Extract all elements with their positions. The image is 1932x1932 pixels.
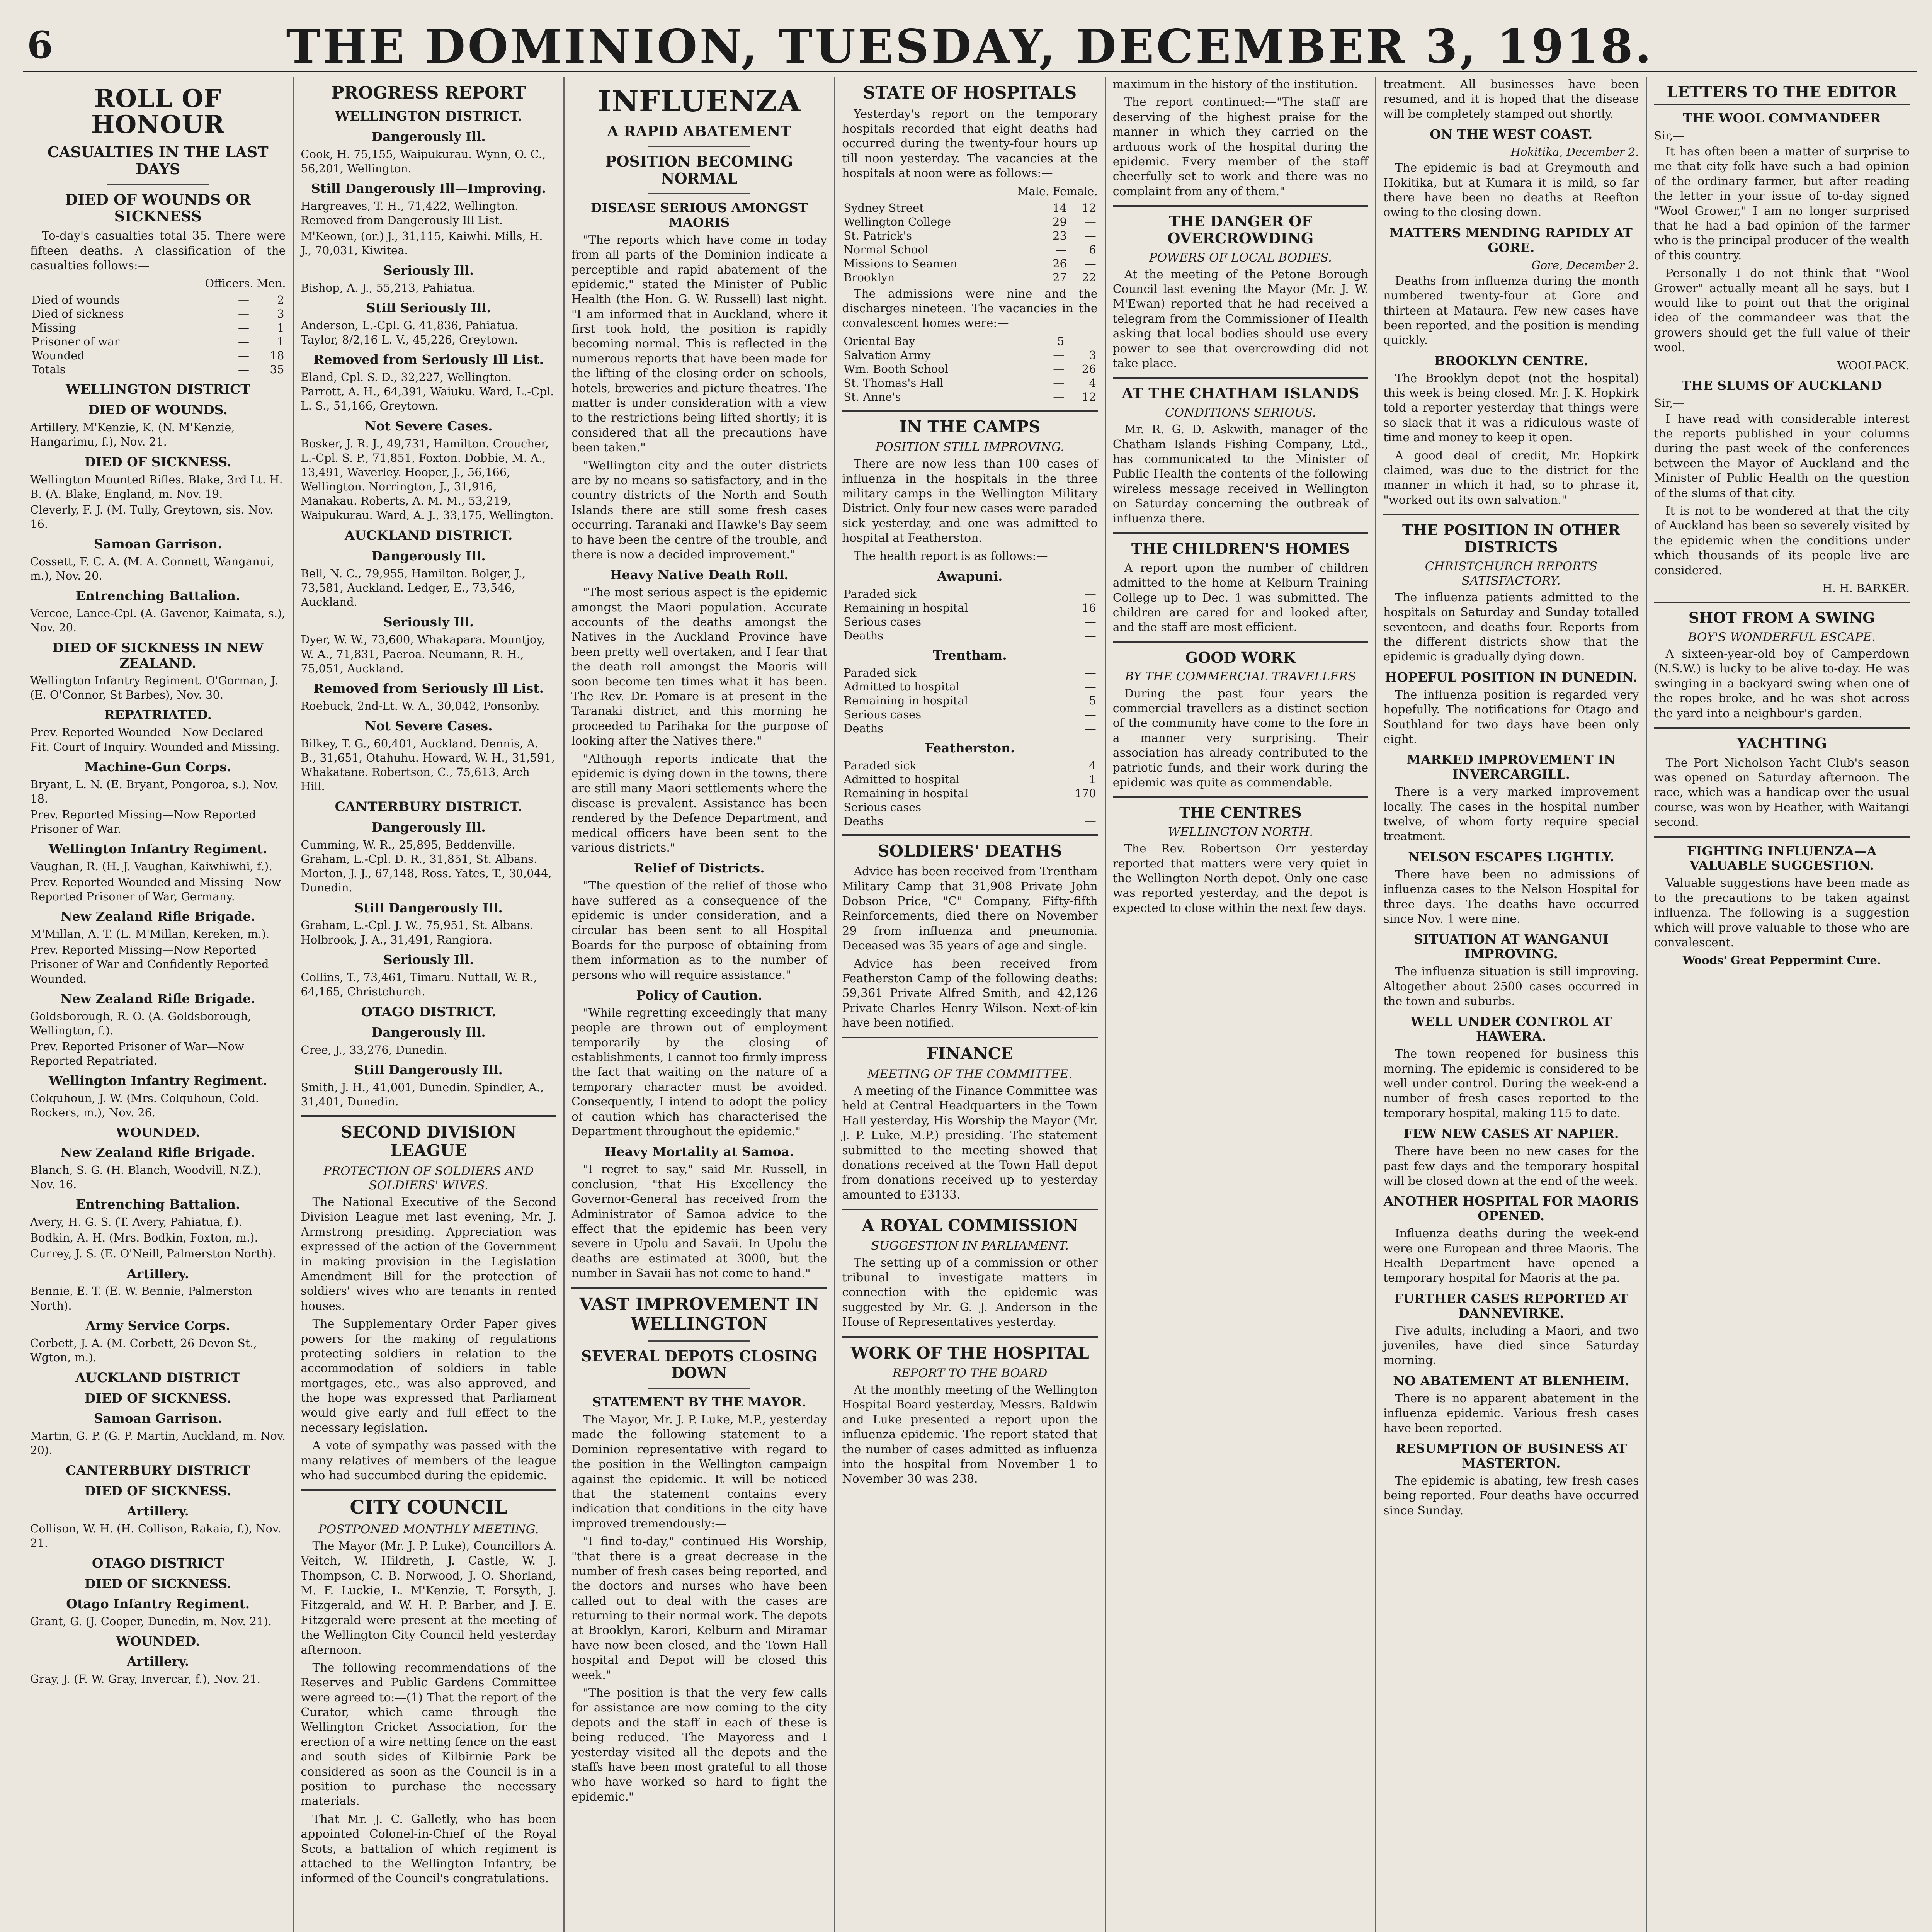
article-text: It is not to be wondered at that the city of Auckland has been so severely visited by the epidemic when the conditions under which thousands of its people live are considered. [1654, 504, 1910, 577]
headline-city-council: CITY COUNCIL [350, 1497, 507, 1519]
article-text: The Supplementary Order Paper gives powers for the making of regulations protecting soldiers in relation to the accommodation of soldiers in table mortgages, etc., was also approved, and the hope was expressed that Parliament would give early and full effect to the necessary legislation. [301, 1317, 556, 1435]
section-heading: Not Severe Cases. [364, 418, 493, 434]
salutation: Sir,— [1654, 396, 1684, 410]
subhead: A RAPID ABATEMENT [607, 122, 791, 140]
table-row: Remaining in hospital 5 [844, 694, 1096, 707]
article-text: The epidemic is abating, few fresh cases being reported. Four deaths have occurred since Sunday. [1383, 1474, 1639, 1517]
patient-entry: Cumming, W. R., 25,895, Beddenville. Graham, L.-Cpl. D. R., 31,851, St. Albans. Morton, J. J., 67,148, Ross. Yates, T., 30,044, Dunedin. [301, 838, 552, 895]
district-heading: DIED OF SICKNESS IN NEW ZEALAND. [52, 640, 264, 672]
column-state-of-hospitals [835, 77, 1105, 1932]
article-text: "I find to-day," continued His Worship, "that there is a great decrease in the number of fresh cases being reported, and the doctors and nurses who have been called out to deal with the cases are returning to their normal work. The depots at Brooklyn, Karori, Kelburn and Miramar have now been closed, and the Town Hall hospital and Depot will be closed this week." [571, 1535, 827, 1682]
table-row: St. Patrick's 23 — [844, 229, 1096, 242]
patient-entry: Bilkey, T. G., 60,401, Auckland. Dennis, A. B., 31,651, Otahuhu. Howard, W. H., 31,591, Whakatane. Robertson, C., 75,613, Arch Hill. [301, 736, 555, 793]
article-text: A good deal of credit, Mr. Hopkirk claimed, was due to the district for the manner in which it had, so to phrase it, "worked out its own salvation." [1383, 449, 1639, 507]
table-row: Serious cases — [844, 707, 1096, 721]
divider [571, 1287, 827, 1289]
section-heading: Machine-Gun Corps. [84, 759, 231, 774]
divider [301, 1489, 556, 1491]
casualty-entry: Wellington Mounted Rifles. Blake, 3rd Lt. H. B. (A. Blake, England, m. Nov. 19. [30, 473, 283, 500]
casualty-entry: Wellington Infantry Regiment. O'Gorman, J. (E. O'Connor, St Barbes), Nov. 30. [30, 674, 278, 702]
article-text: To-day's casualties total 35. There were fifteen deaths. A classification of the casualties follows:— [30, 229, 286, 272]
section-heading: Policy of Caution. [636, 987, 762, 1003]
section-heading: FIGHTING INFLUENZA—A VALUABLE SUGGESTION. [1687, 843, 1877, 873]
page-number: 6 [27, 23, 53, 67]
casualty-entry: Colquhoun, J. W. (Mrs. Colquhoun, Cold. Rockers, m.), Nov. 26. [30, 1091, 259, 1119]
article-text: "Although reports indicate that the epidemic is dying down in the towns, there are still many Maori settlements where the disease is prevalent. Assistance has been rendered by the Defence Department, and medical officers have been sent to the various districts." [571, 752, 827, 855]
article-text: A report upon the number of children admitted to the home at Kelburn Training College up to Dec. 1 was submitted. The children are cared for and looked after, and the staff are most efficient. [1112, 561, 1369, 634]
table-row: Brooklyn 27 22 [844, 270, 1096, 284]
section-heading: DIED OF SICKNESS. [84, 454, 231, 469]
article-text: Personally I do not think that "Wool Grower" actually meant all he says, but I would like to point out that the original idea of the commandeer was that the growers should get the full value of their wool. [1654, 267, 1910, 355]
subhead: POSTPONED MONTHLY MEETING. [318, 1522, 539, 1536]
section-heading: New Zealand Rifle Brigade. [60, 909, 255, 924]
article-text: The epidemic is bad at Greymouth and Hokitika, but at Kumara it is mild, so far there have been no deaths at Reefton owing to the closing down. [1383, 161, 1639, 219]
section-heading: Still Seriously Ill. [366, 300, 491, 316]
article-text: The influenza situation is still improving. Altogether about 2500 cases occurred in the town and suburbs. [1383, 965, 1639, 1008]
divider [648, 1388, 750, 1389]
divider [842, 1037, 1097, 1038]
casualty-entry: Collison, W. H. (H. Collison, Rakaia, f.), Nov. 21. [30, 1522, 281, 1549]
article-text: The health report is as follows:— [854, 549, 1048, 563]
article-text: The Mayor (Mr. J. P. Luke), Councillors A. Veitch, W. Hildreth, J. Castle, W. J. Thompson, C. B. Norwood, J. O. Shorland, M. F. Luckie, L. M'Kenzie, T. Forsyth, J. Fitzgerald, and W. H. P. Barber, and J. E. Fitzgerald were present at the meeting of the Wellington City Council held yesterday afternoon. [301, 1539, 556, 1657]
divider [1654, 727, 1910, 729]
table-row: St. Anne's — 12 [844, 390, 1096, 403]
divider [648, 146, 750, 147]
section-heading: HOPEFUL POSITION IN DUNEDIN. [1385, 669, 1638, 685]
casualty-entry: Cleverly, F. J. (M. Tully, Greytown, sis. Nov. 16. [30, 503, 274, 531]
patient-entry: Bishop, A. J., 55,213, Pahiatua. [301, 281, 476, 295]
subhead: CONDITIONS SERIOUS. [1165, 406, 1316, 420]
casualty-entry: M'Millan, A. T. (L. M'Millan, Kereken, m.). [30, 927, 270, 941]
article-text: During the past four years the commercial travellers as a distinct section of the community have come to the fore in a manner very surprising. Their association has already contributed to the patriotic funds, and their work during the epidemic was quite as commendable. [1112, 687, 1369, 789]
section-heading: BROOKLYN CENTRE. [1434, 353, 1588, 368]
article-text: There have been no admissions of influenza cases to the Nelson Hospital for three days. The deaths have occurred since Nov. 1 were nine. [1383, 867, 1639, 926]
section-heading: Otago Infantry Regiment. [66, 1596, 250, 1611]
article-text: The setting up of a commission or other tribunal to investigate matters in connection with the epidemic was suggested by Mr. G. J. Anderson in the House of Representatives yesterday. [842, 1256, 1098, 1329]
section-heading: Removed from Seriously Ill List. [313, 680, 544, 696]
casualty-entry: Vercoe, Lance-Cpl. (A. Gavenor, Kaimata, s.), Nov. 20. [30, 607, 286, 634]
district-heading: WELLINGTON DISTRICT. [335, 108, 522, 124]
patient-entry: M'Keown, (or.) J., 31,115, Kaiwhi. Mills, H. J., 70,031, Kiwitea. [301, 229, 543, 257]
district-heading: AUCKLAND DISTRICT [75, 1370, 241, 1386]
article-text: That Mr. J. C. Galletly, who has been appointed Colonel-in-Chief of the Royal Scots, a battalion of which regiment is attached to the Wellington Infantry, be informed of the Council's congratulations. [301, 1812, 556, 1886]
casualty-entry: Bryant, L. N. (E. Bryant, Pongoroa, s.), Nov. 18. [30, 777, 279, 805]
divider [842, 1336, 1097, 1338]
article-text: Valuable suggestions have been made as to the precautions to be taken against influenza. The following is a suggestion which will prove valuable to those who are convalescent. [1654, 876, 1910, 949]
subhead: POSITION STILL IMPROVING. [875, 440, 1065, 454]
casualty-entry: Bodkin, A. H. (Mrs. Bodkin, Foxton, m.). [30, 1231, 258, 1245]
table-row: Admitted to hospital — [844, 680, 1096, 693]
casualty-entry: Prev. Reported Wounded—Now Declared Fit. Court of Inquiry. Wounded and Missing. [30, 726, 280, 753]
article-text: There are now less than 100 cases of influenza in the hospitals in the three military camps in the Wellington Military District. Only four new cases were paraded sick yesterday, and one was admitted to hospital at Featherston. [842, 457, 1098, 545]
camp-table-awapuni [842, 587, 1097, 643]
summary-header: Officers. Men. [205, 277, 286, 290]
article-text: The town reopened for business this morning. The epidemic is considered to be well under control. During the week-end a number of fresh cases reported to the temporary hospital, making 115 to date. [1383, 1047, 1639, 1120]
district-heading: CANTERBURY DISTRICT. [335, 799, 522, 815]
section-heading: NO ABATEMENT AT BLENHEIM. [1393, 1373, 1629, 1388]
article-text: There is a very marked improvement locally. The cases in the hospital number twelve, of whom forty require special treatment. [1383, 785, 1639, 844]
table-row: Admitted to hospital 1 [844, 772, 1096, 786]
section-heading: Army Service Corps. [85, 1318, 230, 1333]
camp-table-trentham [842, 666, 1097, 735]
patient-entry: Cree, J., 33,276, Dunedin. [301, 1043, 447, 1056]
divider [1113, 641, 1368, 643]
divider [842, 410, 1097, 412]
article-text: The admissions were nine and the discharges nineteen. The vacancies in the convalescent homes were:— [842, 287, 1098, 330]
column-other-districts [1376, 77, 1647, 1932]
subhead: CASUALTIES IN THE LAST DAYS [47, 143, 269, 178]
casualty-entry: Currey, J. S. (E. O'Neill, Palmerston North). [30, 1247, 276, 1260]
article-text: I have read with considerable interest the reports published in your columns during the past week of the conferences between the Mayor of Auckland and the Minister of Public Health on the question of the slums of that city. [1654, 412, 1910, 500]
article-text: "The reports which have come in today from all parts of the Dominion indicate a perceptible and rapid abatement of the epidemic," stated the Minister of Public Health (the Hon. G. W. Russell) last night. "I am informed that in Auckland, where it first took hold, the position is rapidly becoming normal. This is reflected in the numerous reports that have been made for the lifting of the closing order on schools, hotels, breweries and picture theatres. The matter is under consideration with a view to the restrictions being lifted shortly; it is considered that all the precautions have been taken." [571, 233, 827, 455]
headline-good-work: GOOD WORK [1185, 648, 1296, 666]
advertisement-line: Woods' Great Peppermint Cure. [1682, 954, 1881, 967]
column-hospital-continued [1106, 77, 1376, 1932]
article-text: "Wellington city and the outer districts are by no means so satisfactory, and in the country districts of the North and South Islands there are still some fresh cases occurring. Taranaki and Hawke's Bay seem to have been the centre of the trouble, and there is now a decided improvement." [571, 459, 827, 561]
section-heading: DIED OF SICKNESS. [84, 1576, 231, 1592]
article-text: Yesterday's report on the temporary hospitals recorded that eight deaths had occurred during the twenty-four hours up till noon yesterday. The vacancies at the hospitals at noon were as follows:— [842, 107, 1098, 180]
table-row: Paraded sick 4 [844, 759, 1096, 772]
casualty-entry: Vaughan, R. (H. J. Vaughan, Kaiwhiwhi, f.). [30, 859, 272, 873]
casualty-summary-table [30, 293, 286, 376]
table-row: Sydney Street 14 12 [844, 201, 1096, 214]
table-header: Male. Female. [1017, 184, 1098, 198]
divider [1654, 836, 1910, 838]
headline-overcrowding: THE DANGER OF OVERCROWDING [1167, 213, 1314, 247]
casualty-entry: Avery, H. G. S. (T. Avery, Pahiatua, f.). [30, 1215, 242, 1229]
subhead: SEVERAL DEPOTS CLOSING DOWN [581, 1347, 817, 1382]
columns [23, 77, 1917, 1932]
article-text: "The most serious aspect is the epidemic amongst the Maori population. Accurate accounts of the deaths amongst the Natives in the Auckland Province have been pretty well overtaken, and I fear that the death roll amongst the Maoris will soon become ten times what it has been. The Rev. Dr. Pomare is at present in the Taranaki district, and this morning he proceeded to Parihaka for the purpose of looking after the Natives there." [571, 586, 827, 748]
dateline: Gore, December 2. [1531, 258, 1639, 272]
casualty-entry: Prev. Reported Missing—Now Reported Prisoner of War. [30, 808, 256, 835]
table-row: Remaining in hospital 170 [844, 786, 1096, 800]
district-heading: OTAGO DISTRICT. [361, 1004, 496, 1020]
section-heading: Seriously Ill. [383, 952, 474, 967]
patient-entry: Anderson, L.-Cpl. G. 41,836, Pahiatua. Taylor, 8/2,16 L. V., 45,226, Greytown. [301, 319, 519, 347]
table-row: Normal School — 6 [844, 243, 1096, 256]
headline-yachting: YACHTING [1736, 734, 1827, 752]
section-heading: THE SLUMS OF AUCKLAND [1681, 378, 1882, 393]
headline-chatham-islands: AT THE CHATHAM ISLANDS [1122, 384, 1359, 402]
patient-entry: Hargreaves, T. H., 71,422, Wellington. Removed from Dangerously Ill List. [301, 199, 519, 227]
section-heading: Relief of Districts. [634, 861, 765, 876]
section-heading: Samoan Garrison. [94, 536, 222, 551]
section-heading: Wellington Infantry Regiment. [48, 1073, 267, 1088]
patient-entry: Dyer, W. W., 73,600, Whakapara. Mountjoy, W. A., 71,831, Paeroa. Neumann, R. H., 75,051, Auckland. [301, 633, 545, 675]
headline-progress-report: PROGRESS REPORT [331, 83, 526, 103]
convalescent-homes-table [842, 334, 1097, 404]
section-heading: Samoan Garrison. [94, 1410, 222, 1426]
section-heading: Artillery. [127, 1503, 189, 1519]
divider [1113, 796, 1368, 798]
divider [648, 193, 750, 194]
section-heading: Not Severe Cases. [364, 718, 493, 733]
headline-letters-to-the-editor: LETTERS TO THE EDITOR [1654, 83, 1910, 105]
patient-entry: Bell, N. C., 79,955, Hamilton. Bolger, J., 73,581, Auckland. Ledger, E., 73,546, Auckland. [301, 567, 526, 609]
article-text: At the monthly meeting of the Wellington Hospital Board yesterday, Messrs. Baldwin and Luke presented a report upon the influenza epidemic. The report stated that the number of cases admitted as influenza into the hospital from November 1 to November 30 was 238. [842, 1383, 1098, 1486]
section-heading: FURTHER CASES REPORTED AT DANNEVIRKE. [1394, 1291, 1628, 1321]
section-heading: Wellington Infantry Regiment. [48, 841, 267, 856]
letter-signature: WOOLPACK. [1837, 359, 1910, 372]
headline-vast-improvement: VAST IMPROVEMENT IN WELLINGTON [579, 1294, 819, 1334]
subhead: STATEMENT BY THE MAYOR. [592, 1395, 806, 1410]
section-heading: Artillery. [127, 1266, 189, 1281]
divider [842, 834, 1097, 836]
article-text: Deaths from influenza during the month numbered twenty-four at Gore and thirteen at Mataura. Few new cases have been reported, and the position is mending quickly. [1383, 274, 1639, 347]
divider [107, 184, 209, 185]
casualty-entry: Blanch, S. G. (H. Blanch, Woodvill, N.Z.), Nov. 16. [30, 1163, 262, 1191]
section-heading: WELL UNDER CONTROL AT HAWERA. [1410, 1014, 1612, 1044]
district-heading: AUCKLAND DISTRICT. [344, 528, 513, 544]
section-heading: Dangerously Ill. [371, 129, 486, 144]
table-row: Wounded — 18 [32, 349, 284, 362]
article-text: A meeting of the Finance Committee was held at Central Headquarters in the Town Hall yesterday, His Worship the Mayor (Mr. J. P. Luke, M.P.) presiding. The statement submitted to the meeting showed that donations received at the Town Hall depot from donations received up to yesterday amounted to £3133. [842, 1084, 1098, 1202]
subhead: DISEASE SERIOUS AMONGST MAORIS [590, 200, 808, 230]
table-row: Totals — 35 [32, 363, 284, 376]
section-heading: DIED OF WOUNDS. [88, 402, 228, 418]
section-heading: MATTERS MENDING RAPIDLY AT GORE. [1389, 225, 1633, 255]
section-heading: Seriously Ill. [383, 614, 474, 630]
column-progress-report [294, 77, 564, 1932]
section-heading: Entrenching Battalion. [75, 588, 240, 604]
divider [1383, 514, 1639, 515]
section-heading: RESUMPTION OF BUSINESS AT MASTERTON. [1395, 1440, 1627, 1471]
article-text: A vote of sympathy was passed with the many relatives of members of the league who had succumbed during the epidemic. [301, 1439, 556, 1483]
section-heading: New Zealand Rifle Brigade. [60, 1145, 255, 1160]
subhead: CHRISTCHURCH REPORTS SATISFACTORY. [1425, 559, 1597, 588]
patient-entry: Graham, L.-Cpl. J. W., 75,951, St. Albans. Holbrook, J. A., 31,491, Rangiora. [301, 918, 534, 946]
subhead: POSITION BECOMING NORMAL [605, 153, 793, 187]
section-heading: THE WOOL COMMANDEER [1683, 111, 1881, 126]
article-text: maximum in the history of the institution. [1112, 78, 1358, 91]
section-heading: Dangerously Ill. [371, 548, 486, 564]
camp-table-featherston [842, 759, 1097, 828]
table-row: Remaining in hospital 16 [844, 601, 1096, 614]
headline-the-centres: THE CENTRES [1179, 804, 1302, 821]
article-text: The Rev. Robertson Orr yesterday reported that matters were very quiet in the Wellington North depot. Only one case was reported yesterday, and the depot is expected to close within the next few days. [1112, 842, 1369, 915]
section-heading: Still Dangerously Ill—Improving. [311, 180, 546, 196]
column-influenza [565, 77, 835, 1932]
section-heading: MARKED IMPROVEMENT IN INVERCARGILL. [1406, 752, 1616, 782]
article-text: At the meeting of the Petone Borough Council last evening the Mayor (Mr. J. W. M'Ewan) reported that he had received a telegram from the Commissioner of Health asking that local bodies should use every power to see that overcrowding did not take place. [1112, 267, 1369, 371]
table-row: Paraded sick — [844, 587, 1096, 600]
article-text: "The position is that the very few calls for assistance are now coming to the city depots and the staff in each of these is being reduced. The Mayoress and I yesterday visited all the depots and the staffs have been most grateful to all those who have worked so hard to fight the epidemic." [571, 1686, 827, 1804]
section-heading: REPATRIATED. [104, 707, 212, 723]
article-text: The influenza position is regarded very hopefully. The notifications for Otago and Southland for two days have been only eight. [1383, 688, 1639, 746]
section-heading: Dangerously Ill. [371, 1024, 486, 1040]
headline-royal-commission: A ROYAL COMMISSION [862, 1216, 1078, 1235]
district-heading: OTAGO DISTRICT [92, 1556, 224, 1571]
section-heading: Still Dangerously Ill. [354, 1062, 503, 1077]
headline-state-of-hospitals: STATE OF HOSPITALS [863, 83, 1077, 103]
article-text: The Port Nicholson Yacht Club's season was opened on Saturday afternoon. The race, which was a handicap over the usual course, was won by Heather, with Waitangi second. [1654, 756, 1910, 829]
casualty-entry: Goldsborough, R. O. (A. Goldsborough, Wellington, f.). [30, 1009, 252, 1037]
patient-entry: Cook, H. 75,155, Waipukurau. Wynn, O. C., 56,201, Wellington. [301, 147, 546, 175]
section-heading: Seriously Ill. [383, 263, 474, 278]
article-text: Influenza deaths during the week-end were one European and three Maoris. The Health Department have opened a temporary hospital for Maoris at the pa. [1383, 1227, 1639, 1285]
table-row: Deaths — [844, 721, 1096, 735]
section-heading: Dangerously Ill. [371, 820, 486, 835]
casualty-entry: Martin, G. P. (G. P. Martin, Auckland, m. Nov. 20). [30, 1429, 286, 1457]
subhead: MEETING OF THE COMMITTEE. [867, 1067, 1073, 1081]
section-heading: ON THE WEST COAST. [1430, 127, 1593, 142]
district-heading: WELLINGTON DISTRICT [65, 382, 250, 398]
divider [1113, 377, 1368, 379]
patient-entry: Bosker, J. R. J., 49,731, Hamilton. Croucher, L.-Cpl. S. P., 71,851, Foxton. Dobbie, M. A., 13,491, Waverley. Hooper, J., 56,166, Wellington. Norrington, J., 31,916, Manakau. Roberts, A. M. M., 53,219, Waipukurau. Ward, A. J., 33,175, Wellington. [301, 437, 554, 522]
article-text: "I regret to say," said Mr. Russell, in conclusion, "that His Excellency the Governor-General has received from the Administrator of Samoa advice to the effect that the epidemic has been very severe in Upolu and Savaii. In Upolu the deaths are estimated at 3000, but the number in Savaii has not come to hand." [571, 1163, 827, 1281]
table-row: Serious cases — [844, 800, 1096, 814]
column-roll-of-honour [23, 77, 294, 1932]
subhead: BY THE COMMERCIAL TRAVELLERS [1125, 670, 1356, 684]
section-heading: DIED OF SICKNESS. [84, 1390, 231, 1406]
headline-soldiers-deaths: SOLDIERS' DEATHS [878, 841, 1062, 861]
headline-in-the-camps: IN THE CAMPS [899, 417, 1041, 436]
table-row: Serious cases — [844, 615, 1096, 628]
casualty-entry: Prev. Reported Prisoner of War—Now Reported Repatriated. [30, 1039, 244, 1067]
table-row: Paraded sick — [844, 666, 1096, 679]
casualty-entry: Cossett, F. C. A. (M. A. Connett, Wanganui, m.), Nov. 20. [30, 554, 274, 582]
section-heading: Heavy Mortality at Samoa. [604, 1144, 794, 1160]
casualty-entry: Bennie, E. T. (E. W. Bennie, Palmerston North). [30, 1284, 252, 1312]
headline-shot-from-a-swing: SHOT FROM A SWING [1688, 609, 1875, 627]
table-row: Deaths — [844, 629, 1096, 642]
subhead: SUGGESTION IN PARLIAMENT. [871, 1239, 1069, 1253]
divider [1113, 532, 1368, 534]
subhead: WELLINGTON NORTH. [1168, 825, 1313, 839]
camp-heading: Featherston. [925, 740, 1015, 755]
divider [1654, 602, 1910, 603]
section-heading: SITUATION AT WANGANUI IMPROVING. [1413, 932, 1609, 962]
section-heading: DIED OF SICKNESS. [84, 1483, 231, 1498]
headline-second-division-league: SECOND DIVISION LEAGUE [340, 1122, 517, 1160]
section-heading: Removed from Seriously Ill List. [313, 352, 544, 367]
casualty-entry: Artillery. M'Kenzie, K. (N. M'Kenzie, Hangarimu, f.), Nov. 21. [30, 421, 235, 449]
letter-signature: H. H. BARKER. [1822, 581, 1910, 595]
table-row: Prisoner of war — 1 [32, 335, 284, 349]
article-text: treatment. All businesses have been resumed, and it is hoped that the disease will be completely stamped out shortly. [1383, 78, 1639, 121]
newspaper-title: THE DOMINION, TUESDAY, DECEMBER 3, 1918. [286, 19, 1654, 74]
table-row: Oriental Bay 5 — [844, 334, 1096, 348]
article-text: Five adults, including a Maori, and two juveniles, have died since Saturday morning. [1383, 1324, 1639, 1367]
casualty-entry: Grant, G. (J. Cooper, Dunedin, m. Nov. 21). [30, 1614, 272, 1628]
article-text: The report continued:—"The staff are deserving of the highest praise for the manner in which they carried on the arduous work of the hospital during the epidemic. Every member of the staff cheerfully set to work and there was no complaint from any of them." [1112, 95, 1369, 198]
article-text: The National Executive of the Second Division League met last evening, Mr. J. Armstrong presiding. Appreciation was expressed of the action of the Government in making provision in the Legislation Amendment Bill for the protection of soldiers' wives who are tenants in rented houses. [301, 1196, 556, 1313]
section-heading: Entrenching Battalion. [75, 1197, 240, 1212]
casualty-entry: Prev. Reported Missing—Now Reported Prisoner of War and Confidently Reported Wounded. [30, 943, 269, 985]
section-heading: FEW NEW CASES AT NAPIER. [1403, 1126, 1619, 1141]
divider [842, 1209, 1097, 1210]
district-heading: CANTERBURY DISTRICT [65, 1463, 250, 1478]
table-row: Salvation Army — 3 [844, 348, 1096, 362]
article-text: "While regretting exceedingly that many people are thrown out of employment temporarily by the closing of establishments, I cannot too firmly impress the fact that waiting on the nature of a temporary character must be avoided. Consequently, I intend to adopt the policy of caution which has characterised the Department throughout the epidemic." [571, 1006, 827, 1139]
divider [1113, 205, 1368, 207]
casualty-entry: Prev. Reported Wounded and Missing—Now Reported Prisoner of War, Germany. [30, 876, 281, 903]
headline-work-of-hospital: WORK OF THE HOSPITAL [850, 1343, 1089, 1362]
divider [301, 1115, 556, 1117]
table-row: Deaths — [844, 814, 1096, 828]
subhead: BOY'S WONDERFUL ESCAPE. [1688, 630, 1876, 644]
article-text: Mr. R. G. D. Askwith, manager of the Chatham Islands Fishing Company, Ltd., has communicated to the Minister of Public Health the contents of the following wireless message received in Wellington on Saturday concerning the outbreak of influenza there. [1112, 423, 1369, 526]
table-row: Missing — 1 [32, 321, 284, 335]
article-text: There have been no new cases for the past few days and the temporary hospital will be closed down at the end of the week. [1383, 1145, 1639, 1188]
table-row: St. Thomas's Hall — 4 [844, 376, 1096, 389]
table-row: Missions to Seamen 26 — [844, 257, 1096, 270]
article-text: A sixteen-year-old boy of Camperdown (N.S.W.) is lucky to be alive to-day. He was swinging in a backyard swing when one of the ropes broke, and he was shot across the yard into a neighbour's garden. [1654, 647, 1910, 720]
section-heading: WOUNDED. [116, 1634, 200, 1649]
subhead: DIED OF WOUNDS OR SICKNESS [65, 190, 251, 225]
section-heading: Heavy Native Death Roll. [610, 567, 789, 583]
section-heading: Artillery. [127, 1653, 189, 1669]
article-text: There is no apparent abatement in the influenza epidemic. Various fresh cases have been reported. [1383, 1391, 1639, 1435]
headline-roll-of-honour: ROLL OF HONOUR [91, 84, 225, 139]
article-text: It has often been a matter of surprise to me that city folk have such a bad opinion of the ordinary farmer, but after reading the letter in your issue of to-day signed "Wool Grower," I am no longer surprised that he had a bad opinion of the farmer who is the principal producer of the wealth of this country. [1654, 145, 1910, 262]
article-text: The Brooklyn depot (not the hospital) this week is being closed. Mr. J. K. Hopkirk told a reporter yesterday that things were so slack that it was a ridiculous waste of time and money to keep it open. [1383, 371, 1639, 445]
headline-finance: FINANCE [926, 1044, 1014, 1063]
patient-entry: Collins, T., 73,461, Timaru. Nuttall, W. R., 64,165, Christchurch. [301, 970, 537, 998]
table-row: Wm. Booth School — 26 [844, 362, 1096, 376]
dateline: Hokitika, December 2. [1510, 145, 1639, 159]
article-text: The following recommendations of the Reserves and Public Gardens Committee were agreed to:—(1) That the report of the Curator, which came through the Wellington Cricket Association, for the erection of a wire netting fence on the east and south sides of Kilbirnie Park be considered as soon as the Council is in a position to purchase the necessary materials. [301, 1661, 556, 1808]
camp-heading: Trentham. [933, 647, 1007, 663]
table-row: Died of sickness — 3 [32, 307, 284, 321]
headline-other-districts: THE POSITION IN OTHER DISTRICTS [1402, 521, 1620, 556]
divider [648, 1340, 750, 1342]
article-text: The Mayor, Mr. J. P. Luke, M.P., yesterday made the following statement to a Dominion representative with regard to the position in the Wellington campaign against the epidemic. It will be noticed that the statement contains every indication that conditions in the city have improved tremendously:— [571, 1413, 827, 1531]
salutation: Sir,— [1654, 129, 1684, 142]
casualty-entry: Gray, J. (F. W. Gray, Invercar, f.), Nov. 21. [30, 1672, 261, 1685]
headline-influenza: INFLUENZA [597, 84, 801, 118]
patient-entry: Eland, Cpl. S. D., 32,227, Wellington. Parrott, A. H., 64,391, Waiuku. Ward, L.-Cpl. L. S., 51,166, Greytown. [301, 371, 554, 413]
article-text: Advice has been received from Featherston Camp of the following deaths: 59,361 Private Alfred Smith, and 42,126 Private Charles Henry Wilson. Next-of-kin have been notified. [842, 957, 1098, 1030]
section-heading: NELSON ESCAPES LIGHTLY. [1408, 849, 1614, 864]
article-text: Advice has been received from Trentham Military Camp that 31,908 Private John Dobson Price, "C" Company, Fifty-fifth Reinforcements, died there on November 29 from influenza and pneumonia. Deceased was 35 years of age and single. [842, 865, 1098, 953]
table-row: Died of wounds — 2 [32, 293, 284, 307]
subhead: PROTECTION OF SOLDIERS AND SOLDIERS' WIVES. [323, 1164, 534, 1192]
article-text: "The question of the relief of those who have suffered as a consequence of the epidemic is under consideration, and a circular has been sent to all Hospital Boards for the purpose of obtaining from them information as to the number of persons who will require assistance." [571, 879, 827, 982]
section-heading: New Zealand Rifle Brigade. [60, 991, 255, 1006]
camp-heading: Awapuni. [937, 569, 1003, 584]
subhead: POWERS OF LOCAL BODIES. [1149, 250, 1332, 265]
section-heading: ANOTHER HOSPITAL FOR MAORIS OPENED. [1383, 1194, 1639, 1224]
patient-entry: Roebuck, 2nd-Lt. W. A., 30,042, Ponsonby. [301, 699, 540, 713]
section-heading: WOUNDED. [116, 1125, 200, 1140]
headline-childrens-homes: THE CHILDREN'S HOMES [1131, 540, 1350, 558]
patient-entry: Smith, J. H., 41,001, Dunedin. Spindler, A., 31,401, Dunedin. [301, 1080, 544, 1108]
article-text: The influenza patients admitted to the hospitals on Saturday and Sunday totalled seventeen, and deaths four. Reports from the different districts show that the epidemic is gradually dying down. [1383, 590, 1639, 664]
table-row: Wellington College 29 — [844, 215, 1096, 228]
casualty-entry: Corbett, J. A. (M. Corbett, 26 Devon St., Wgton, m.). [30, 1336, 257, 1364]
column-letters [1647, 77, 1917, 1932]
section-heading: Still Dangerously Ill. [354, 900, 503, 915]
hospital-vacancy-table [842, 201, 1097, 284]
subhead: REPORT TO THE BOARD [892, 1366, 1048, 1380]
masthead [23, 15, 1917, 72]
